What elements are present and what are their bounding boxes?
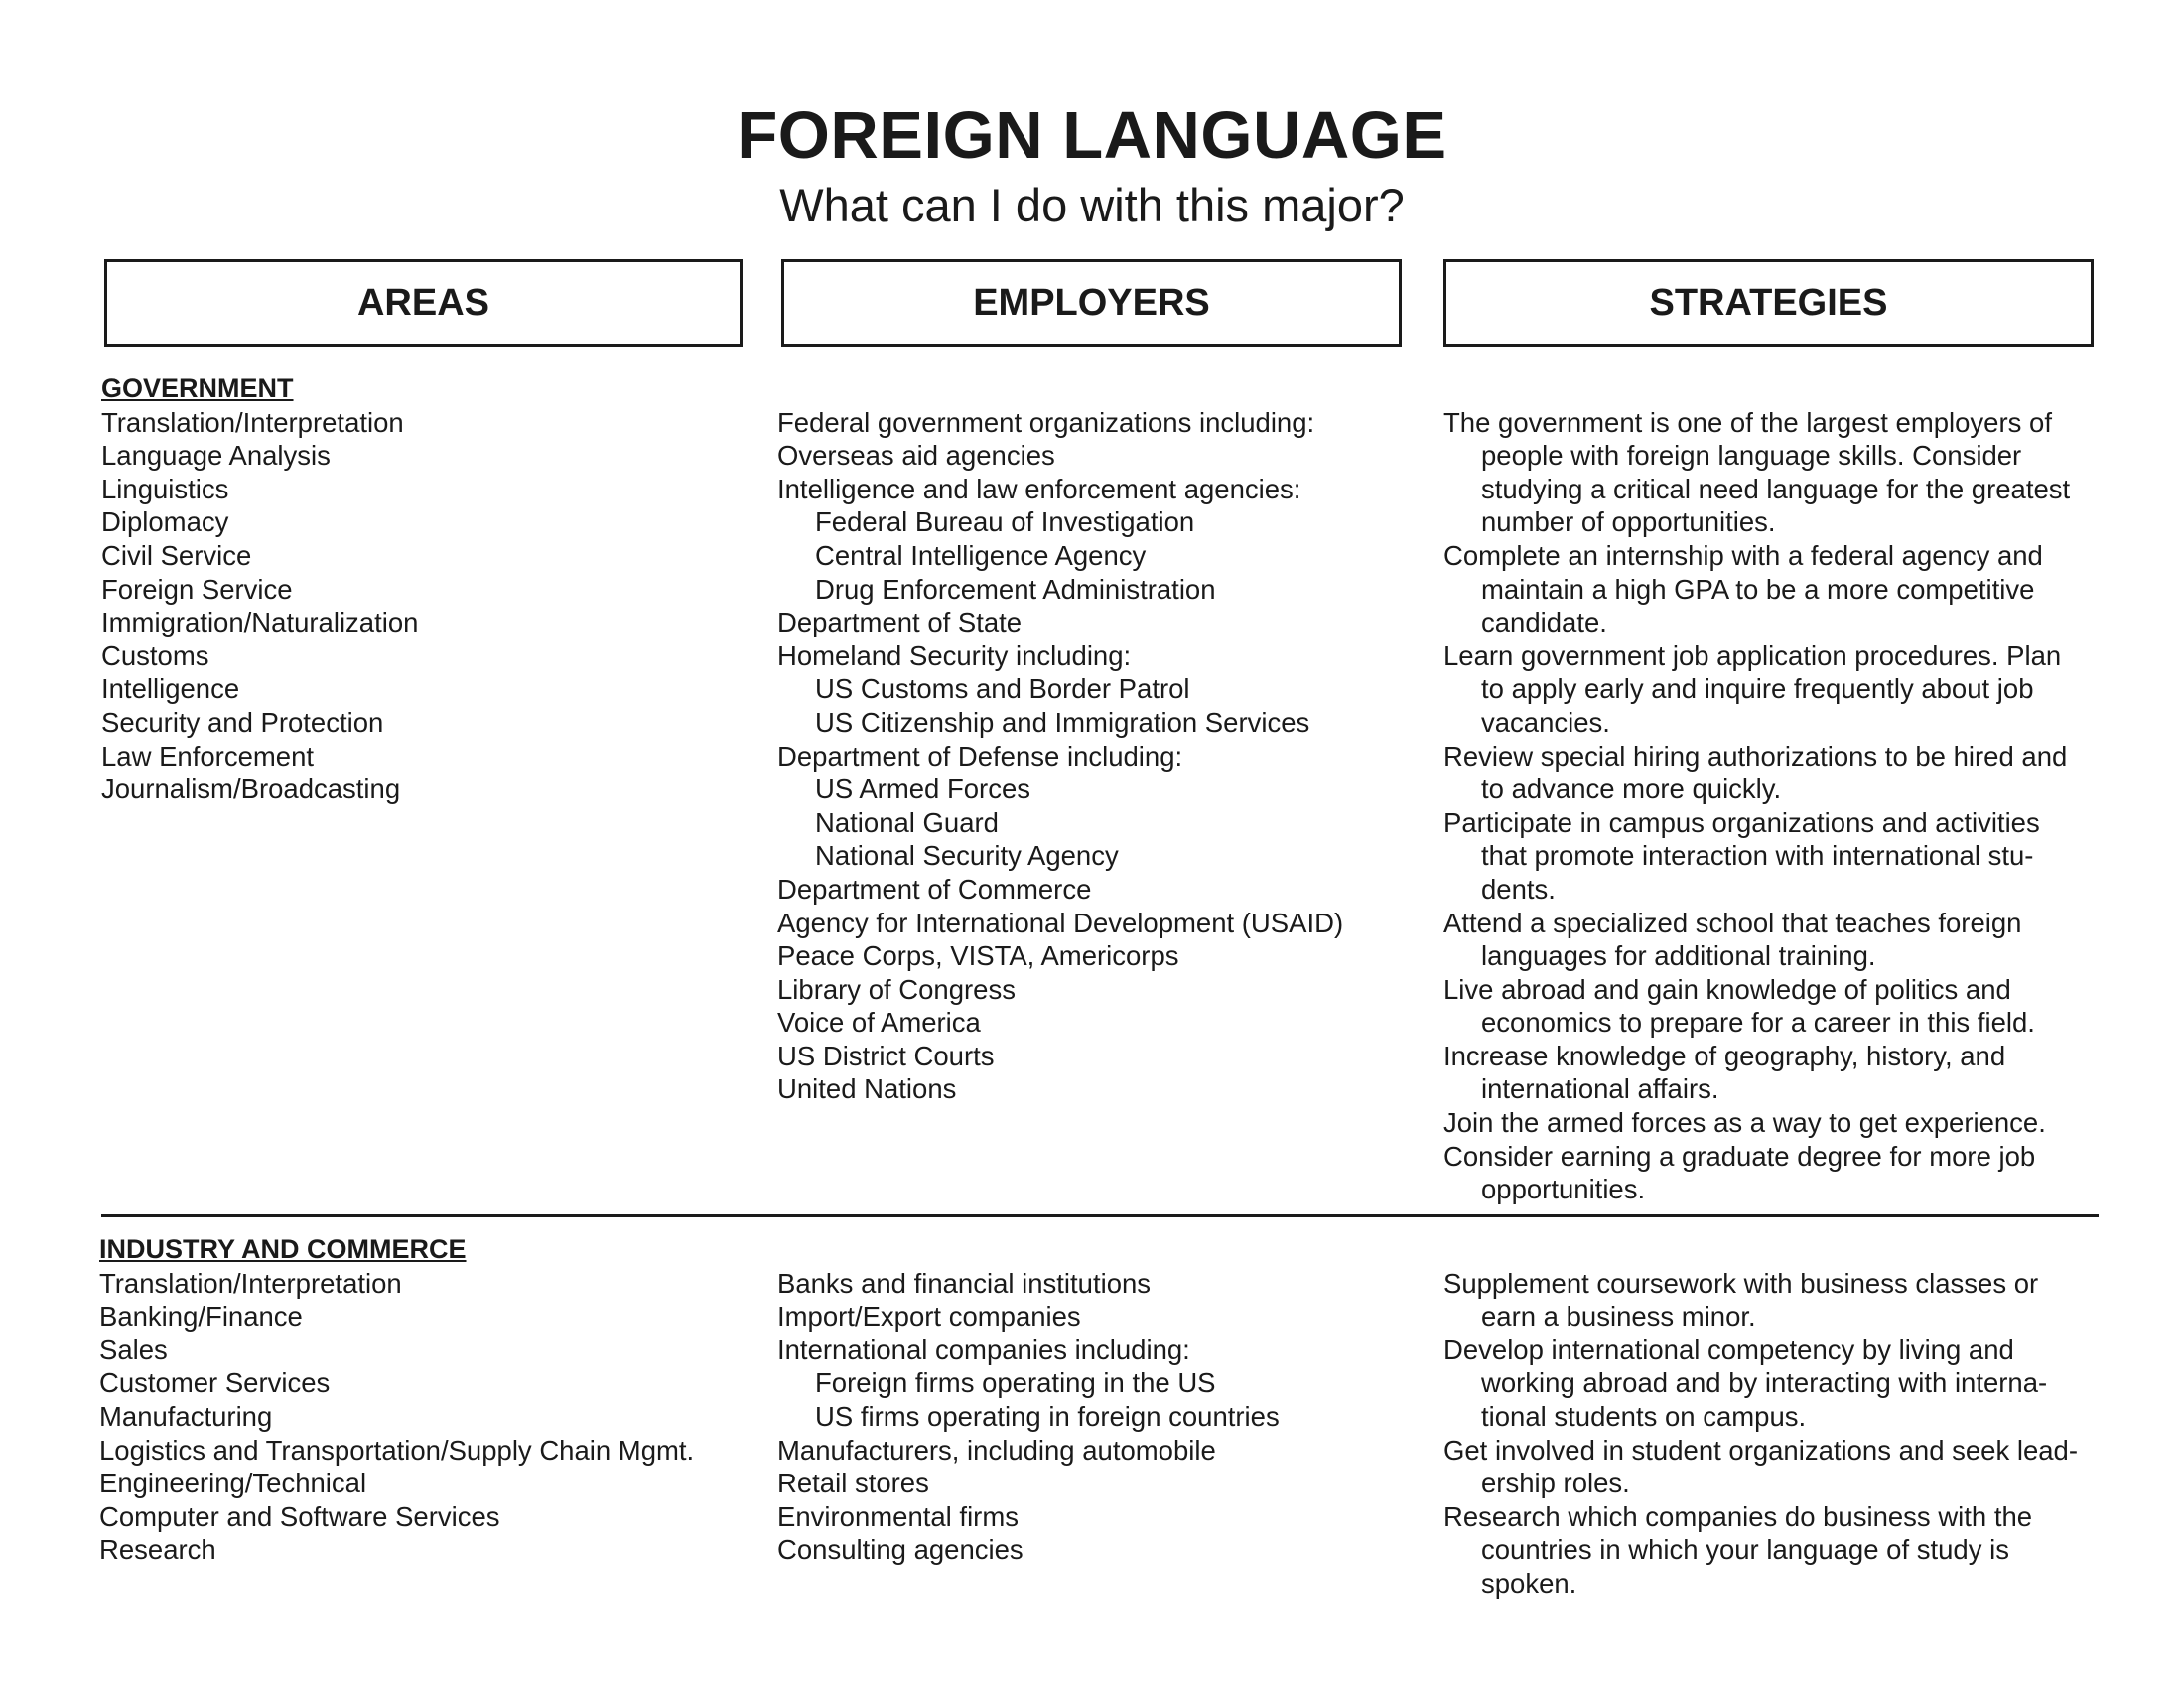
- employer-item: Homeland Security including:: [777, 639, 1132, 671]
- employer-item: Agency for International Development (USAID): [777, 907, 1344, 938]
- employer-item: Environmental firms: [777, 1500, 1019, 1532]
- area-item: Banking/Finance: [99, 1301, 303, 1333]
- page-title: FOREIGN LANGUAGE: [737, 98, 1447, 173]
- area-item: Customer Services: [99, 1367, 331, 1399]
- strategy-line: Learn government job application procedures. Plan: [1443, 639, 2062, 671]
- strategy-item: [1443, 1140, 2070, 1206]
- area-item: Computer and Software Services: [99, 1500, 500, 1532]
- employer-subitem: Federal Bureau of Investigation: [815, 506, 1195, 538]
- employer-item: Voice of America: [777, 1007, 981, 1039]
- strategy-line: number of opportunities.: [1481, 506, 1776, 538]
- employer-subitem: Foreign firms operating in the US: [815, 1367, 1216, 1399]
- strategy-line: Review special hiring authorizations to be hired and: [1443, 740, 2068, 772]
- strategy-item: [1443, 806, 2070, 907]
- strategy-line: tional students on campus.: [1481, 1400, 1807, 1432]
- strategy-line: vacancies.: [1481, 706, 1610, 738]
- area-item: Language Analysis: [101, 440, 331, 472]
- strategy-line: The government is one of the largest employers of: [1443, 406, 2052, 438]
- employer-item: Intelligence and law enforcement agencies:: [777, 473, 1301, 504]
- areas-header: AREAS: [104, 259, 743, 347]
- strategy-line: to advance more quickly.: [1481, 774, 1782, 805]
- government-employers-column: [777, 406, 1343, 1106]
- strategy-line: Join the armed forces as a way to get experience.: [1443, 1107, 2046, 1139]
- strategy-item: [1443, 1106, 2070, 1140]
- employer-subitem: US Customs and Border Patrol: [815, 673, 1190, 705]
- area-item: Research: [99, 1534, 216, 1566]
- employer-item: Consulting agencies: [777, 1534, 1024, 1566]
- employer-subitem: US Armed Forces: [815, 774, 1031, 805]
- strategy-line: Participate in campus organizations and activities: [1443, 806, 2040, 838]
- employer-item: Peace Corps, VISTA, Americorps: [777, 940, 1179, 972]
- strategy-line: Supplement coursework with business classes or: [1443, 1267, 2039, 1299]
- strategy-line: countries in which your language of study is: [1481, 1534, 2009, 1566]
- employer-item: Department of Defense including:: [777, 740, 1183, 772]
- employer-item: Retail stores: [777, 1468, 929, 1499]
- strategy-item: [1443, 973, 2070, 1040]
- employer-item: Federal government organizations including:: [777, 406, 1315, 438]
- employer-item: Department of State: [777, 607, 1023, 638]
- area-item: Manufacturing: [99, 1400, 273, 1432]
- government-section-heading: GOVERNMENT: [101, 373, 294, 403]
- strategy-line: Get involved in student organizations and seek lead-: [1443, 1434, 2079, 1466]
- strategy-line: ership roles.: [1481, 1468, 1630, 1499]
- area-item: Security and Protection: [101, 706, 384, 738]
- employer-item: Library of Congress: [777, 973, 1016, 1005]
- area-item: Diplomacy: [101, 506, 229, 538]
- employer-subitem: National Guard: [815, 806, 999, 838]
- area-item: Law Enforcement: [101, 740, 314, 772]
- area-item: Foreign Service: [101, 573, 293, 605]
- employer-subitem: Drug Enforcement Administration: [815, 573, 1216, 605]
- area-item: Logistics and Transportation/Supply Chain Mgmt.: [99, 1434, 695, 1466]
- strategy-line: languages for additional training.: [1481, 940, 1876, 972]
- strategy-line: Attend a specialized school that teaches foreign: [1443, 907, 2022, 938]
- area-item: Immigration/Naturalization: [101, 607, 419, 638]
- strategy-item: [1443, 639, 2070, 740]
- employers-header: EMPLOYERS: [781, 259, 1402, 347]
- strategy-item: [1443, 1434, 2078, 1500]
- strategy-item: [1443, 406, 2070, 539]
- strategy-line: Research which companies do business with the: [1443, 1500, 2033, 1532]
- strategy-line: spoken.: [1481, 1567, 1577, 1599]
- strategy-line: maintain a high GPA to be a more competitive: [1481, 573, 2035, 605]
- strategy-line: opportunities.: [1481, 1174, 1646, 1205]
- strategy-line: earn a business minor.: [1481, 1301, 1756, 1333]
- employer-item: United Nations: [777, 1073, 957, 1105]
- employer-item: International companies including:: [777, 1334, 1190, 1365]
- employer-item: Manufacturers, including automobile: [777, 1434, 1216, 1466]
- area-item: Linguistics: [101, 473, 229, 504]
- strategies-header: STRATEGIES: [1443, 259, 2094, 347]
- industry-areas-column: [99, 1233, 694, 1567]
- strategy-line: dents.: [1481, 873, 1556, 905]
- government-areas-column: [101, 372, 418, 806]
- area-item: Sales: [99, 1334, 168, 1365]
- strategy-line: Develop international competency by living and: [1443, 1334, 2014, 1365]
- strategy-line: Consider earning a graduate degree for more job: [1443, 1140, 2036, 1172]
- strategy-line: people with foreign language skills. Consider: [1481, 440, 2022, 472]
- employer-item: US District Courts: [777, 1040, 995, 1071]
- strategy-item: [1443, 1500, 2078, 1601]
- strategy-item: [1443, 907, 2070, 973]
- strategy-item: [1443, 539, 2070, 639]
- employer-subitem: Central Intelligence Agency: [815, 539, 1147, 571]
- employer-subitem: US Citizenship and Immigration Services: [815, 706, 1310, 738]
- strategy-line: international affairs.: [1481, 1073, 1719, 1105]
- industry-employers-column: [777, 1267, 1280, 1567]
- strategy-line: working abroad and by interacting with interna-: [1481, 1367, 2048, 1399]
- strategy-item: [1443, 1267, 2078, 1334]
- area-item: Journalism/Broadcasting: [101, 774, 401, 805]
- area-item: Customs: [101, 639, 209, 671]
- page-subtitle: What can I do with this major?: [779, 179, 1405, 231]
- strategy-line: candidate.: [1481, 607, 1607, 638]
- area-item: Engineering/Technical: [99, 1468, 367, 1499]
- employer-item: Banks and financial institutions: [777, 1267, 1152, 1299]
- strategy-line: that promote interaction with international stu-: [1481, 840, 2034, 872]
- area-item: Translation/Interpretation: [101, 406, 404, 438]
- employer-item: Import/Export companies: [777, 1301, 1081, 1333]
- strategy-item: [1443, 740, 2070, 806]
- employer-item: Overseas aid agencies: [777, 440, 1055, 472]
- area-item: Translation/Interpretation: [99, 1267, 402, 1299]
- section-divider: [101, 1214, 2099, 1217]
- area-item: Civil Service: [101, 539, 252, 571]
- strategy-line: Complete an internship with a federal agency and: [1443, 539, 2043, 571]
- strategy-line: studying a critical need language for the greatest: [1481, 473, 2071, 504]
- strategy-line: Increase knowledge of geography, history, and: [1443, 1040, 2006, 1071]
- government-strategies-column: [1443, 406, 2070, 1206]
- strategy-line: economics to prepare for a career in this field.: [1481, 1007, 2035, 1039]
- employer-item: Department of Commerce: [777, 873, 1092, 905]
- strategy-line: to apply early and inquire frequently about job: [1481, 673, 2034, 705]
- strategy-item: [1443, 1040, 2070, 1106]
- area-item: Intelligence: [101, 673, 240, 705]
- employer-subitem: National Security Agency: [815, 840, 1119, 872]
- industry-strategies-column: [1443, 1267, 2078, 1601]
- industry-section-heading: INDUSTRY AND COMMERCE: [99, 1234, 467, 1264]
- employer-subitem: US firms operating in foreign countries: [815, 1400, 1280, 1432]
- strategy-line: Live abroad and gain knowledge of politics and: [1443, 973, 2011, 1005]
- strategy-item: [1443, 1334, 2078, 1434]
